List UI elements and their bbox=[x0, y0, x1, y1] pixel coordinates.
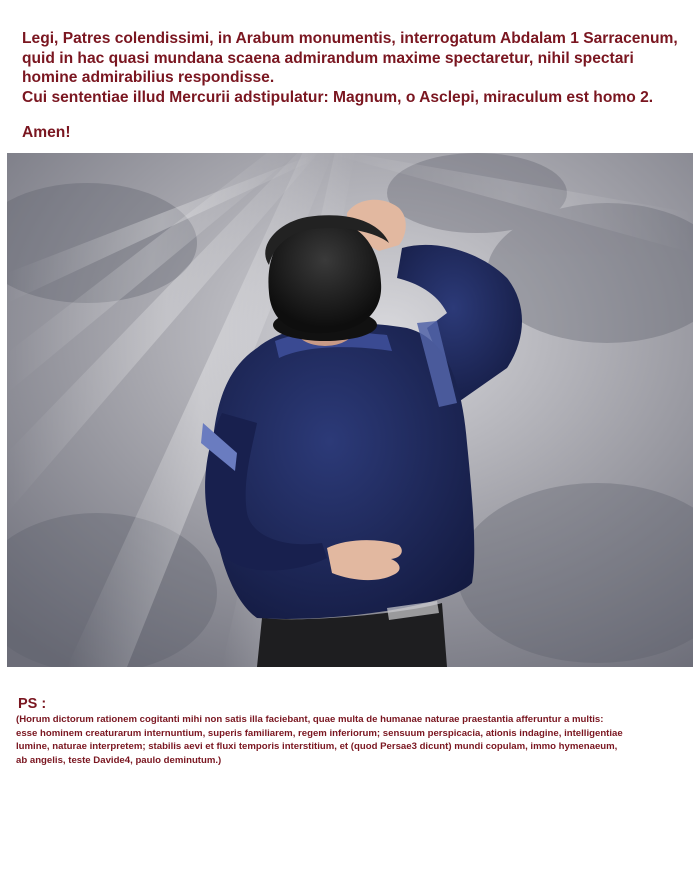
intro-line-2: quid in hac quasi mundana scaena admirandum maxime spectaretur, nihil spectari bbox=[22, 49, 634, 67]
intro-text bbox=[22, 29, 692, 107]
intro-line-4: Cui sententiae illud Mercurii adstipulatur: Magnum, o Asclepi, miraculum est homo 2. bbox=[22, 88, 654, 106]
hand-behind-back bbox=[327, 540, 402, 580]
ps-line-4: ab angelis, teste Davide4, paulo deminutum.) bbox=[16, 754, 222, 766]
ps-line-1: (Horum dictorum rationem cogitanti mihi non satis illa faciebant, quae multa de humanae naturae praestantia afferuntur a multis: bbox=[16, 714, 604, 725]
ps-line-2: esse hominem creaturarum internuntium, superis familiarem, regem inferiorum; sensuum perspicacia, ationis indagine, intelligentiae bbox=[16, 727, 623, 739]
ps-line-3: lumine, naturae interpretem; stabilis aevi et fluxi temporis interstitium, et (quod Persae3 dicunt) mundi copulam, immo hymenaeum, bbox=[16, 741, 618, 752]
photo-man-with-hat bbox=[7, 153, 693, 667]
amen-text: Amen! bbox=[22, 124, 71, 141]
ps-body bbox=[16, 713, 692, 767]
intro-line-3: homine admirabilius respondisse. bbox=[22, 69, 275, 86]
ps-heading: PS : bbox=[18, 696, 47, 712]
intro-line-1: Legi, Patres colendissimi, in Arabum monumentis, interrogatum Abdalam 1 Sarracenum, bbox=[22, 30, 678, 47]
